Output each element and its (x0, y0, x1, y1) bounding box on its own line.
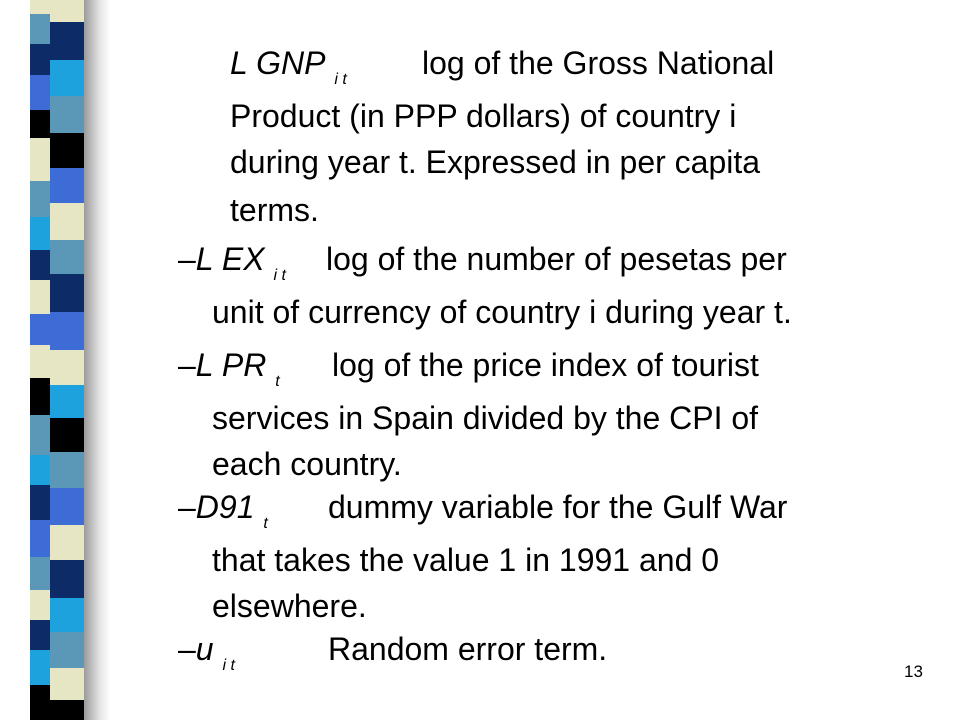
stripe-shadow (84, 0, 110, 720)
stripe-block (30, 0, 50, 14)
stripe-block (30, 415, 50, 455)
stripe-block (30, 557, 50, 590)
item-u (178, 626, 918, 679)
item-u-line-1 (178, 626, 918, 679)
item-u-variable: u (195, 631, 214, 667)
stripe-block (30, 378, 50, 415)
stripe-block (30, 685, 50, 720)
stripe-block (50, 525, 84, 560)
item-d91-variable: D91 (195, 489, 255, 525)
item-lpr (178, 342, 918, 487)
stripe-block (30, 181, 50, 217)
stripe-block (50, 22, 84, 60)
item-lpr-subscript: t (275, 373, 280, 390)
stripe-block (50, 0, 84, 22)
stripe-block (30, 650, 50, 685)
stripe-block (30, 280, 50, 314)
decorative-stripe (0, 0, 110, 720)
stripe-block (30, 620, 50, 650)
item-d91 (178, 484, 918, 629)
item-lgnp (230, 40, 910, 233)
item-lex-variable: L EX (195, 241, 265, 277)
stripe-block (30, 455, 50, 485)
item-lpr-text-3: each country. (212, 446, 402, 482)
stripe-block (50, 488, 84, 525)
item-lpr-variable: L PR (195, 347, 267, 383)
item-lpr-text-1: log of the price index of tourist (332, 347, 759, 383)
stripe-block (50, 203, 84, 240)
stripe-block (50, 452, 84, 488)
stripe-block (30, 217, 50, 250)
item-lgnp-variable: L GNP (230, 45, 326, 81)
stripe-block (50, 418, 84, 452)
stripe-block (50, 632, 84, 668)
item-lgnp-text-1: log of the Gross National (422, 45, 775, 81)
stripe-block (30, 485, 50, 520)
stripe-block (50, 274, 84, 312)
stripe-block (50, 133, 84, 168)
item-d91-text-2: that takes the value 1 in 1991 and 0 (212, 542, 720, 578)
item-lpr-dash: – (178, 347, 196, 383)
stripe-block (50, 60, 84, 96)
item-d91-text-1: dummy variable for the Gulf War (328, 489, 788, 525)
stripe-block (30, 110, 50, 138)
item-lgnp-text-3: during year t. Expressed in per capita (230, 144, 761, 180)
stripe-block (50, 668, 84, 700)
stripe-block (50, 312, 84, 350)
stripe-block (30, 590, 50, 620)
stripe-block (30, 14, 50, 44)
item-u-dash: – (178, 631, 196, 667)
stripe-block (30, 44, 50, 75)
stripe-block (50, 598, 84, 632)
item-u-text-1: Random error term. (328, 631, 608, 667)
item-d91-subscript: t (263, 515, 268, 532)
stripe-block (50, 96, 84, 133)
item-lgnp-subscript: i t (334, 71, 347, 88)
item-d91-text-3: elsewhere. (212, 588, 367, 624)
item-d91-line-1 (178, 484, 918, 537)
stripe-block (30, 250, 50, 280)
item-lex-dash: – (178, 241, 196, 277)
item-lex-text-2: unit of currency of country i during year t. (212, 294, 792, 330)
stripe-block (50, 240, 84, 274)
stripe-block (50, 350, 84, 385)
stripe-block (30, 345, 50, 378)
page-number: 13 (904, 662, 923, 681)
item-d91-dash: – (178, 489, 196, 525)
item-lpr-line-1 (178, 342, 918, 395)
item-lgnp-text-2: Product (in PPP dollars) of country i (230, 98, 737, 134)
item-lex-line-1 (178, 236, 918, 289)
item-u-subscript: i t (222, 657, 235, 674)
stripe-block (50, 700, 84, 720)
item-lex-text-1: log of the number of pesetas per (326, 241, 787, 277)
item-lpr-text-2: services in Spain divided by the CPI of (212, 400, 759, 436)
stripe-block (30, 138, 50, 181)
stripe-block (30, 75, 50, 110)
stripe-block (30, 314, 50, 345)
item-lex-subscript: i t (273, 267, 286, 284)
stripe-block (50, 168, 84, 203)
item-lgnp-line-1 (230, 40, 910, 93)
item-lgnp-text-4: terms. (230, 192, 319, 228)
stripe-block (50, 560, 84, 598)
stripe-block (30, 520, 50, 557)
item-lex (178, 236, 918, 335)
stripe-block (50, 385, 84, 418)
